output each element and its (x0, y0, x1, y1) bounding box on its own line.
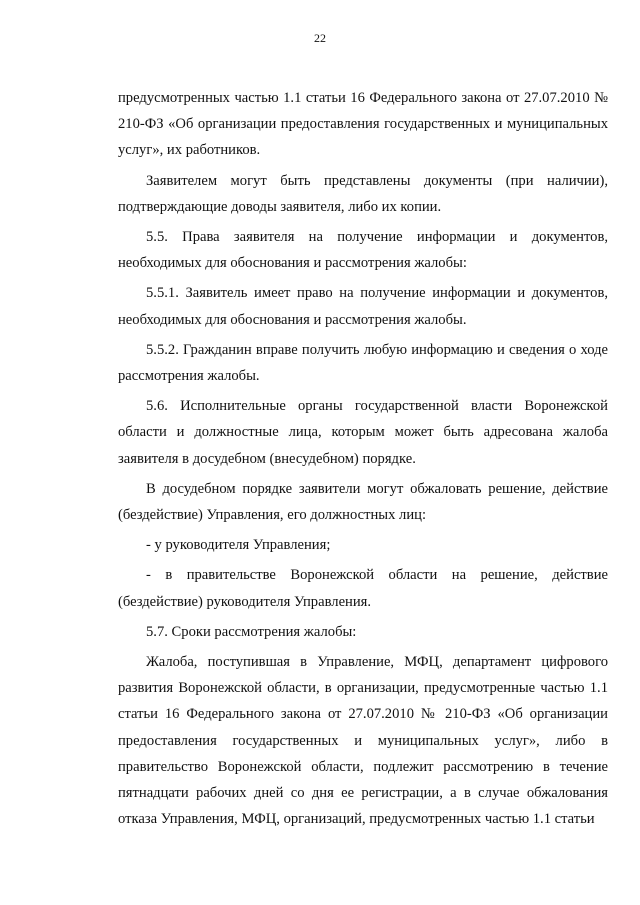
page-number: 22 (314, 31, 326, 45)
list-item-government: - в правительстве Воронежской области на решение, действие (бездействие) руководителя Управления. (118, 567, 608, 610)
paragraph-pretrial-appeal: В досудебном порядке заявители могут обжаловать решение, действие (бездействие) Управления, его должностных лиц: (118, 480, 608, 524)
paragraph-5-7: 5.7. Сроки рассмотрения жалобы: (146, 623, 357, 640)
paragraph-complaint-review: Жалоба, поступившая в Управление, МФЦ, департамент цифрового развития Воронежской области, в организации, предусмотренные частью 1.1 статьи 16 Федерального закона от 27.07.2010 № 210-ФЗ «Об организации предоставления государственных и муниципальных услуг», либо в правительство Воронежской области, подлежит рассмотрению в течение пятнадцати рабочих дней со дня ее регистрации, а в случае обжалования отказа Управления, МФЦ, организаций, предусмотренных частью 1.1 статьи (118, 654, 608, 828)
paragraph-5-6: 5.6. Исполнительные органы государственной власти Воронежской области и должностные лица, которым может быть адресована жалоба заявителя в досудебном (внесудебном) порядке. (118, 398, 608, 467)
paragraph-5-5: 5.5. Права заявителя на получение информации и документов, необходимых для обоснования и рассмотрения жалобы: (118, 229, 608, 272)
document-body (118, 85, 608, 832)
paragraph-5-5-1: 5.5.1. Заявитель имеет право на получение информации и документов, необходимых для обоснования и рассмотрения жалобы. (118, 285, 608, 328)
paragraph-continuation: предусмотренных частью 1.1 статьи 16 Федерального закона от 27.07.2010 № 210-ФЗ «Об организации предоставления государственных и муниципальных услуг», их работников. (118, 90, 608, 159)
list-item-head-of-department: - у руководителя Управления; (146, 537, 331, 554)
paragraph-supporting-documents: Заявителем могут быть представлены документы (при наличии), подтверждающие доводы заявителя, либо их копии. (118, 172, 608, 215)
paragraph-5-5-2: 5.5.2. Гражданин вправе получить любую информацию и сведения о ходе рассмотрения жалобы. (118, 341, 608, 385)
